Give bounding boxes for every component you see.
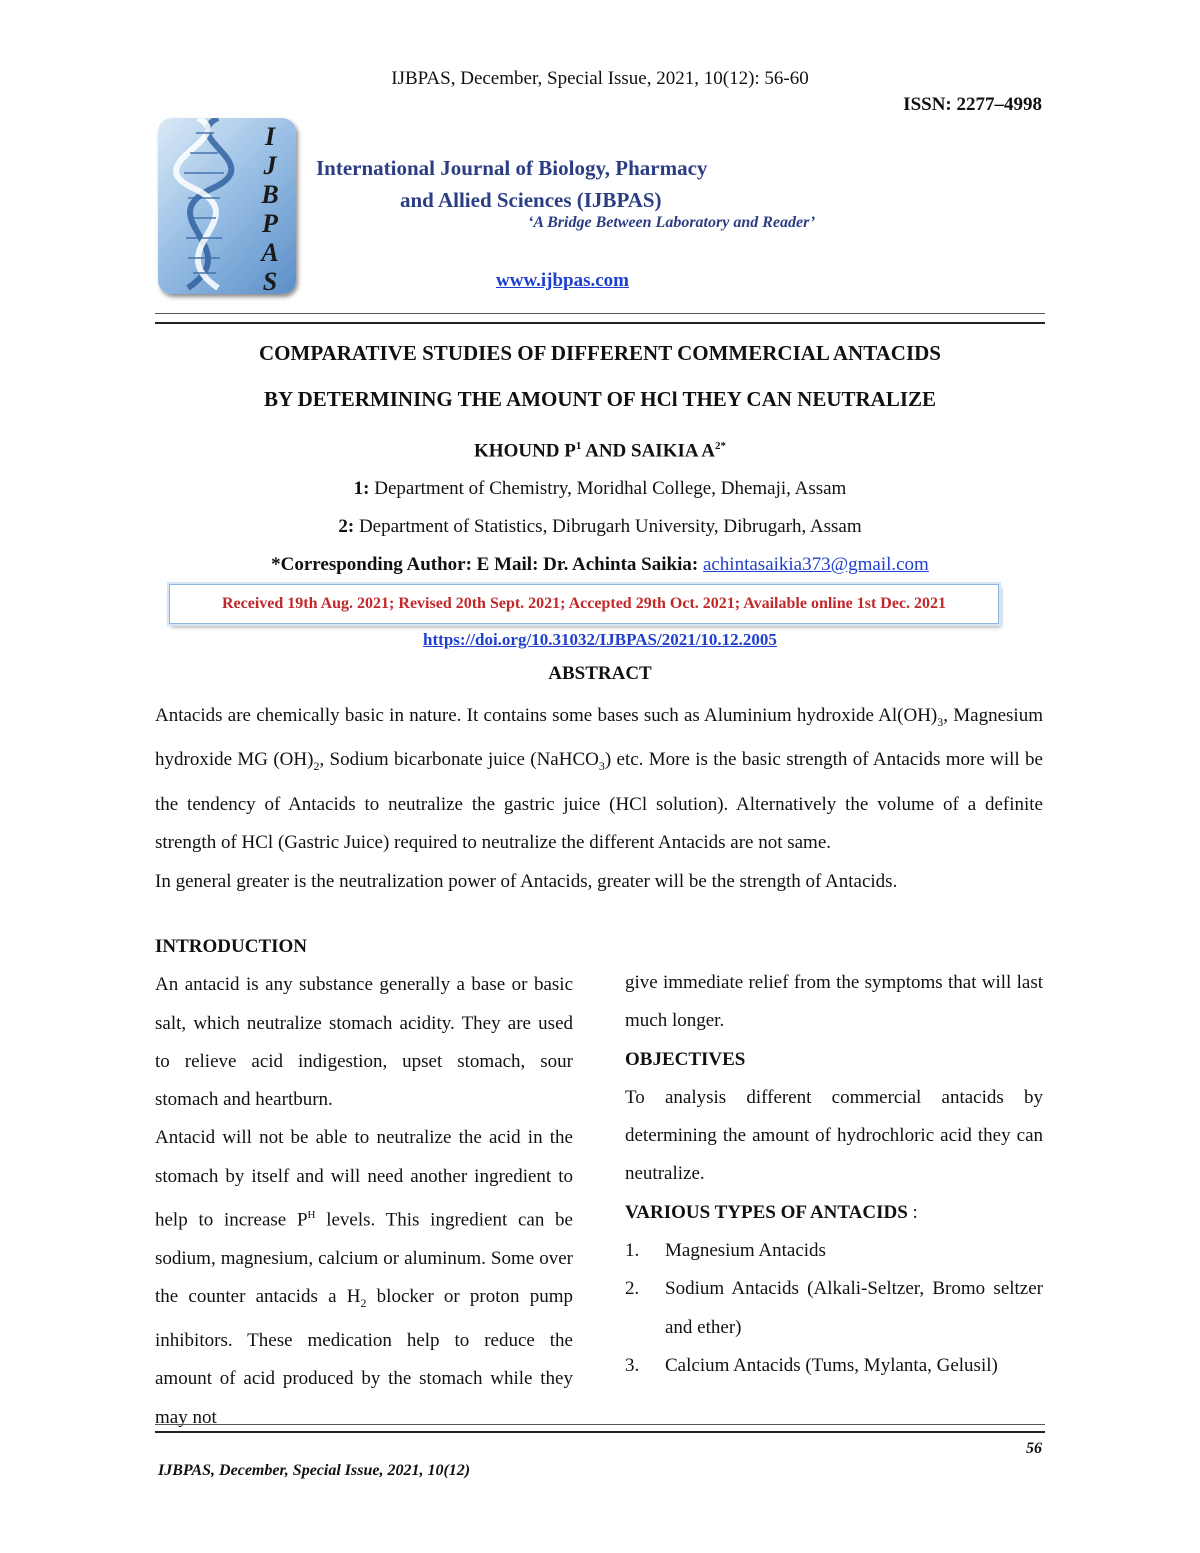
- abstract-heading: ABSTRACT: [548, 663, 652, 684]
- abstract-text: Antacids are chemically basic in nature. It contains some bases such as Aluminium hydroxide Al(OH): [155, 705, 938, 726]
- title-line-2: BY DETERMINING THE AMOUNT OF HCl THEY CAN NEUTRALIZE: [263, 387, 937, 411]
- list-item: [625, 1270, 1043, 1347]
- affiliation-2-number: 2:: [338, 516, 355, 537]
- antacid-types-heading: [625, 1194, 1043, 1232]
- heading-colon: :: [907, 1201, 918, 1223]
- article-title: [150, 330, 1050, 422]
- author-1: KHOUND P: [474, 440, 576, 462]
- journal-website-link[interactable]: www.ijbpas.com: [496, 270, 630, 291]
- intro-text: blocker or proton pump inhibitors. These medication help to reduce the amount of acid produced by the stomach while they may not: [155, 1286, 573, 1428]
- doi-link[interactable]: https://doi.org/10.31032/IJBPAS/2021/10.12.2005: [423, 630, 777, 649]
- introduction-paragraph-2: [155, 1119, 573, 1437]
- introduction-continuation: give immediate relief from the symptoms that will last much longer.: [625, 972, 1043, 1032]
- header-divider-thin: [155, 313, 1045, 314]
- page-number: 56: [1026, 1440, 1042, 1457]
- author-list: [150, 440, 1050, 462]
- logo-letters: [252, 122, 288, 294]
- author-2: AND SAIKIA A: [581, 440, 715, 462]
- intro-text: Antacid will not be able to neutralize the acid in the stomach by itself and will need another ingredient to help to increase P: [155, 1127, 573, 1231]
- list-item-text: Calcium Antacids (Tums, Mylanta, Gelusil): [665, 1354, 998, 1376]
- list-item: [625, 1232, 1043, 1270]
- corresponding-author-label: *Corresponding Author: E Mail: Dr. Achinta Saikia:: [271, 554, 703, 575]
- issn-number: ISSN: 2277–4998: [903, 94, 1042, 115]
- affiliation-1: [150, 478, 1050, 500]
- affiliation-2: [150, 516, 1050, 538]
- objectives-text: To analysis different commercial antacids by determining the amount of hydrochloric acid they can neutralize.: [625, 1086, 1043, 1185]
- journal-name-line1: International Journal of Biology, Pharmacy: [316, 156, 708, 180]
- introduction-heading: INTRODUCTION: [155, 936, 308, 957]
- article-dates: Received 19th Aug. 2021; Revised 20th Sept. 2021; Accepted 29th Oct. 2021; Available online 1st Dec. 2021: [221, 595, 947, 612]
- journal-tagline: ‘A Bridge Between Laboratory and Reader’: [528, 214, 816, 231]
- list-item-number: 2.: [625, 1278, 640, 1300]
- superscript: H: [307, 1209, 316, 1222]
- journal-citation-header: IJBPAS, December, Special Issue, 2021, 10(12): 56-60: [391, 68, 809, 89]
- logo-letter: I: [264, 122, 276, 151]
- abstract-text: , Magnesium hydroxide MG (OH): [155, 705, 1043, 771]
- objectives-heading: OBJECTIVES: [625, 1048, 746, 1070]
- subscript: 3: [598, 759, 605, 774]
- logo-letter: A: [261, 238, 279, 267]
- affiliation-2-text: Department of Statistics, Dibrugarh University, Dibrugarh, Assam: [354, 516, 862, 537]
- list-item-number: 3.: [625, 1354, 640, 1376]
- abstract-body: [155, 697, 1043, 901]
- abstract-paragraph-1: [155, 697, 1043, 863]
- list-item-number: 1.: [625, 1240, 640, 1262]
- footer-citation: IJBPAS, December, Special Issue, 2021, 10(12): [158, 1462, 471, 1479]
- corresponding-author-email-link[interactable]: achintasaikia373@gmail.com: [702, 554, 929, 575]
- abstract-paragraph-2: In general greater is the neutralization power of Antacids, greater will be the strength of Antacids.: [155, 870, 898, 892]
- right-column: [625, 964, 1043, 1385]
- logo-letter: P: [262, 209, 278, 238]
- affiliation-1-text: Department of Chemistry, Moridhal College, Dhemaji, Assam: [369, 478, 847, 499]
- footer-divider-thin: [155, 1424, 1045, 1425]
- logo-letter: S: [262, 267, 278, 294]
- list-item: [625, 1347, 1043, 1385]
- footer-divider-thick: [155, 1431, 1045, 1433]
- logo-letter: B: [261, 180, 279, 209]
- journal-name: [316, 152, 836, 216]
- introduction-paragraph-1: An antacid is any substance generally a base or basic salt, which neutralize stomach acidity. They are used to relieve acid indigestion, upset stomach, sour stomach and heartburn.: [155, 974, 573, 1111]
- affiliation-1-number: 1:: [353, 478, 370, 499]
- author-2-affiliation-mark: 2*: [714, 440, 726, 452]
- subscript: 2: [360, 1295, 367, 1310]
- corresponding-author: [150, 554, 1050, 576]
- left-column: [155, 928, 573, 1437]
- subscript: 2: [313, 759, 320, 774]
- list-item-text: Magnesium Antacids: [665, 1240, 826, 1262]
- header-divider-thick: [155, 322, 1045, 324]
- journal-name-line2: and Allied Sciences (IJBPAS): [400, 188, 662, 212]
- subscript: 3: [937, 714, 944, 729]
- journal-logo: [158, 118, 296, 294]
- author-1-affiliation-mark: 1: [575, 440, 582, 452]
- logo-letter: J: [263, 151, 277, 180]
- list-item-text: Sodium Antacids (Alkali-Seltzer, Bromo seltzer and ether): [665, 1278, 1043, 1338]
- antacid-types-heading-text: VARIOUS TYPES OF ANTACIDS: [625, 1201, 908, 1223]
- title-line-1: COMPARATIVE STUDIES OF DIFFERENT COMMERCIAL ANTACIDS: [259, 341, 941, 365]
- intro-text: levels. This ingredient can be sodium, magnesium, calcium or aluminum. Some over the counter antacids a H: [155, 1209, 573, 1307]
- abstract-text: ) etc. More is the basic strength of Antacids more will be the tendency of Antacids to neutralize the gastric juice (HCl solution). Alternatively the volume of a definite strength of HCl (Gastric Juice) required to neutralize the different Antacids are not same.: [155, 749, 1043, 854]
- abstract-text: , Sodium bicarbonate juice (NaHCO: [319, 749, 599, 771]
- article-dates-box: [169, 584, 999, 624]
